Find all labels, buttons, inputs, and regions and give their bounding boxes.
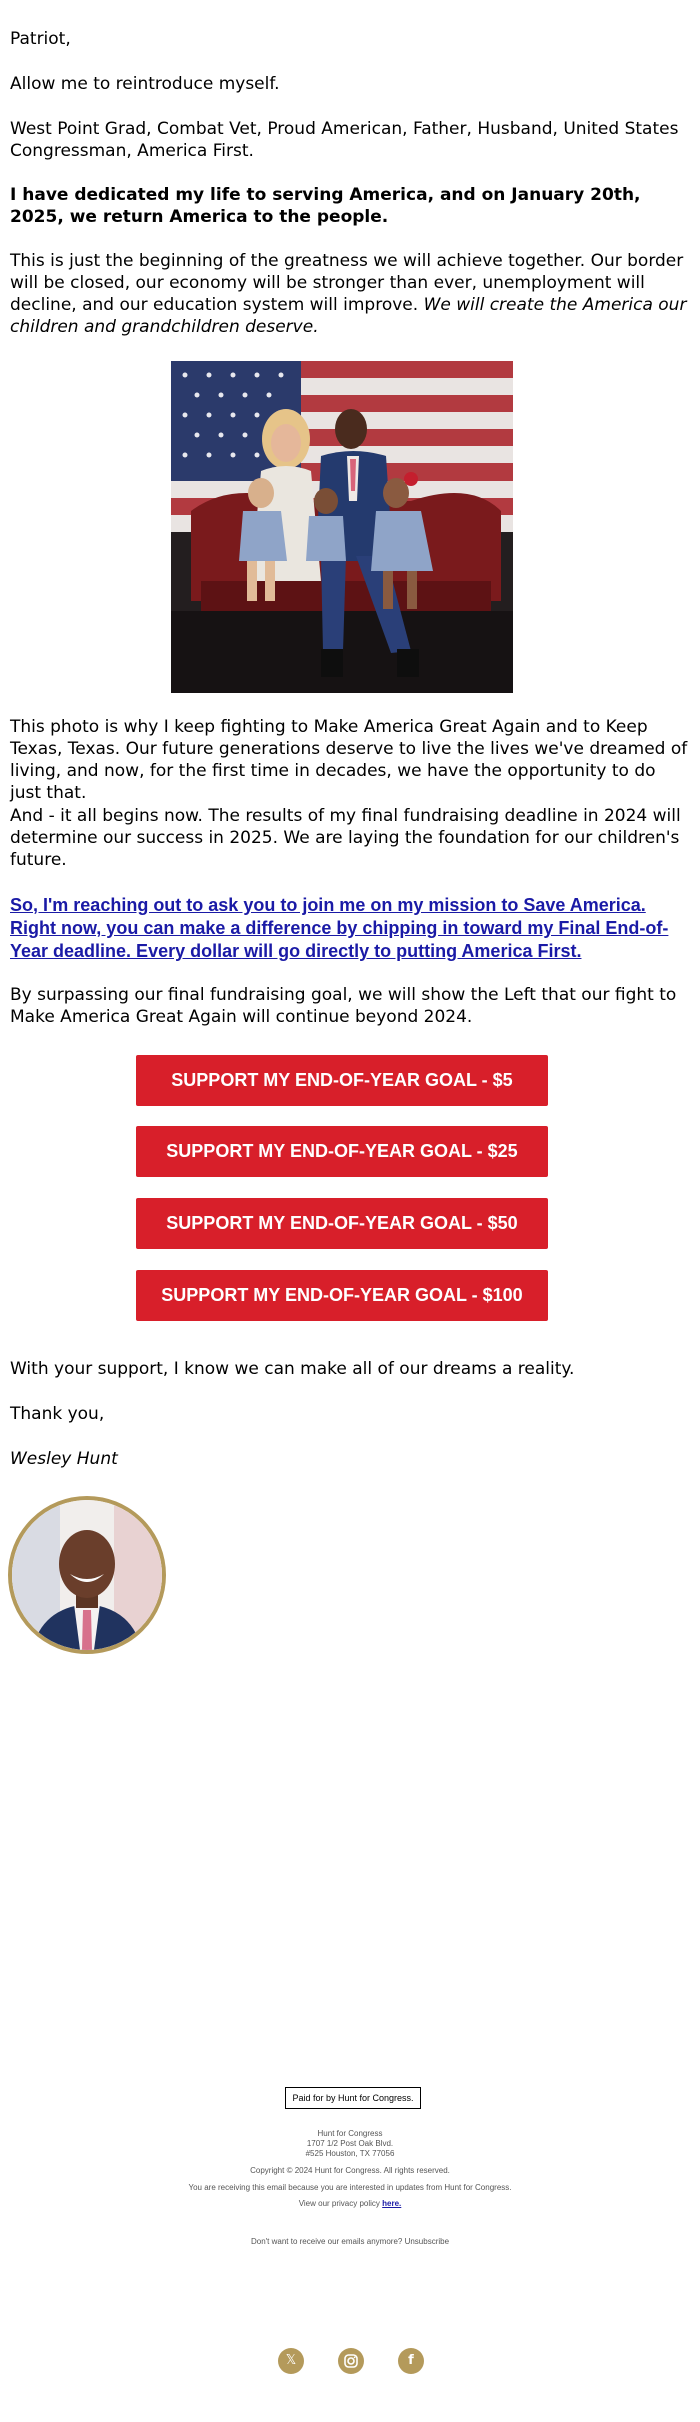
footer-copyright: Copyright © 2024 Hunt for Congress. All rights reserved. [250,2166,450,2175]
thank-you: Thank you, [10,1404,105,1424]
beginning-text: This is just the beginning of the greatness we will achieve together. Our border will be closed, our economy will be stronger than ever, unemployment will decline, and our education system will improve. [10,251,684,315]
greeting: Patriot, [10,29,71,49]
beginning-italic: We will create the America our children and grandchildren deserve. [10,295,687,337]
dreams-paragraph: With your support, I know we can make all of our dreams a reality. [10,1359,575,1379]
begins-now-paragraph: And - it all begins now. The results of my final fundraising deadline in 2024 will determine our success in 2025. We are laying the foundation for our children's future. [10,806,681,870]
signature: Wesley Hunt [10,1449,118,1469]
footer-address-2: #525 Houston, TX 77056 [305,2149,395,2158]
footer-unsubscribe[interactable]: Don't want to receive our emails anymore? Unsubscribe [250,2237,450,2246]
dedication: I have dedicated my life to serving America, and on January 20th, 2025, we return America to the people. [10,185,641,227]
ask-paragraph [10,894,690,963]
facebook-icon[interactable]: f [398,2348,424,2374]
donate-50-button[interactable]: SUPPORT MY END-OF-YEAR GOAL - $50 [136,1198,548,1249]
donate-25-button[interactable]: SUPPORT MY END-OF-YEAR GOAL - $25 [136,1126,548,1177]
donate-100-button[interactable]: SUPPORT MY END-OF-YEAR GOAL - $100 [136,1270,548,1321]
surpass-paragraph: By surpassing our final fundraising goal, we will show the Left that our fight to Make America Great Again will continue beyond 2024. [10,985,677,1027]
privacy-prefix: View our privacy policy [298,2199,380,2208]
x-icon[interactable]: 𝕏 [278,2348,304,2374]
footer-privacy [0,2199,700,2209]
paid-for-box: Paid for by Hunt for Congress. [285,2087,421,2109]
footer-address-1: 1707 1/2 Post Oak Blvd. [306,2139,394,2148]
donate-link[interactable]: So, I'm reaching out to ask you to join me on my mission to Save America. Right now, you can make a difference by chipping in toward my Final End-of-Year deadline. Every dollar will go directly to putting America First. [10,895,669,961]
footer-org: Hunt for Congress [317,2129,383,2138]
photo-paragraph: This photo is why I keep fighting to Make America Great Again and to Keep Texas, Texas. Our future generations deserve to live the lives we've dreamed of living, and now, for the first time in decades, we have the opportunity to do just that. [10,717,688,803]
bio: West Point Grad, Combat Vet, Proud American, Father, Husband, United States Congressman, America First. [10,119,679,161]
privacy-link[interactable]: here. [382,2199,402,2208]
footer-receiving: You are receiving this email because you are interested in updates from Hunt for Congress. [188,2183,512,2192]
donate-5-button[interactable]: SUPPORT MY END-OF-YEAR GOAL - $5 [136,1055,548,1106]
instagram-icon[interactable] [338,2348,364,2374]
avatar [8,1496,166,1654]
beginning-paragraph [10,250,690,338]
family-photo [171,361,513,693]
reintroduction: Allow me to reintroduce myself. [10,74,280,94]
